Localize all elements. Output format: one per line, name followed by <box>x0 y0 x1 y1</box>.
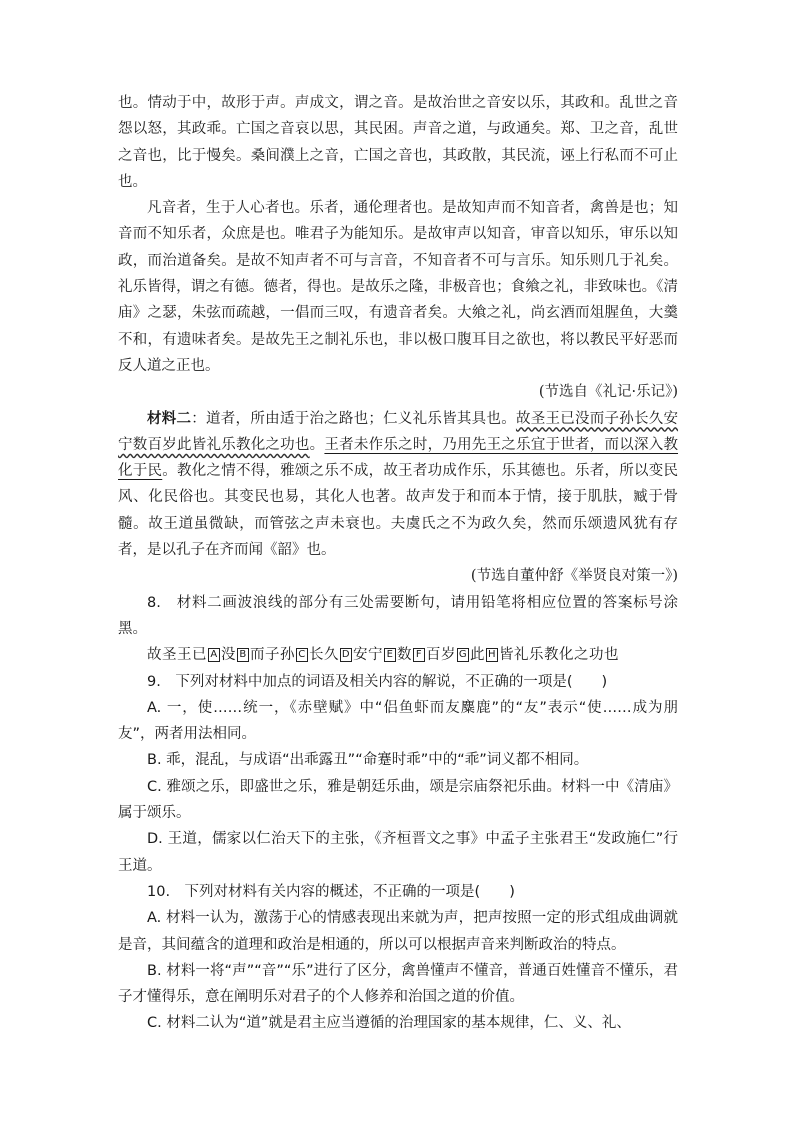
segment: 此 <box>470 647 485 664</box>
question-9-stem: 9. 下列对材料中加点的词语及相关内容的解说，不正确的一项是( ) <box>147 673 608 690</box>
question-10-option-c[interactable]: C. 材料二认为“道”就是君主应当遵循的治理国家的基本规律，仁、义、礼、 <box>147 1015 631 1032</box>
material2-underlined-text: 王者未作乐之时，乃用先王之乐宜于世者，而以深入教化于民 <box>118 436 679 480</box>
page <box>118 90 678 1037</box>
material1-paragraph-2: 凡音者，生于人心者也。乐者，通伦理者也。是故知声而不知音者，禽兽是也；知音而不知乐者，众庶是也。唯君子为能知乐。是故审声以知音，审音以知乐，审乐以知政，而治道备矣。是故不知声者不可与言音，不知音者不可与言乐。知乐则几于礼矣。礼乐皆得，谓之有德。德者，得也。是故乐之隆，非极音也；食飨之礼，非致味也。《清庙》之瑟，朱弦而疏越，一倡而三叹，有遗音者矣。大飨之礼，尚玄酒而俎腥鱼，大羹不和，有遗味者矣。是故先王之制礼乐也，非以极口腹耳目之欲也，将以教民平好恶而反人道之正也。 <box>118 200 678 374</box>
question-9-option-c[interactable]: C. 雅颂之乐，即盛世之乐，雅是朝廷乐曲，颂是宗庙祭祀乐曲。材料一中《清庙》属于颂乐。 <box>118 778 678 822</box>
segment: 故圣王已 <box>147 647 207 664</box>
question-9-option-d[interactable]: D. 王道，儒家以仁治天下的主张，《齐桓晋文之事》中孟子主张君王“发政施仁”行王道。 <box>118 831 678 874</box>
material1-paragraph-1: 也。情动于中，故形于声。声成文，谓之音。是故治世之音安以乐，其政和。乱世之音怨以怒，其政乖。亡国之音哀以思，其民困。声音之道，与政通矣。郑、卫之音，乱世之音也，比于慢矣。桑间濮上之音，亡国之音也，其政散，其民流，诬上行私而不可止也。 <box>118 95 678 190</box>
question-10-stem: 10. 下列对材料有关内容的概述，不正确的一项是( ) <box>147 883 515 900</box>
question-8-answer-row <box>118 642 678 668</box>
answer-box-b[interactable]: B <box>237 648 249 662</box>
question-9-option-a[interactable]: A. 一，使……统一，《赤壁赋》中“侣鱼虾而友麋鹿”的“友”表示“使……成为朋友”，两者用法相同。 <box>118 699 678 743</box>
answer-box-c[interactable]: C <box>296 648 308 662</box>
segment: 皆礼乐教化之功也 <box>499 647 619 664</box>
answer-box-d[interactable]: D <box>341 649 351 661</box>
segment: 没 <box>221 647 236 664</box>
answer-box-g[interactable]: G <box>458 649 468 661</box>
question-10-option-a[interactable]: A. 材料一认为，激荡于心的情感表现出来就为声，把声按照一定的形式组成曲调就是音，其间蕴含的道理和政治是相通的，所以可以根据声音来判断政治的特点。 <box>118 910 678 953</box>
segment: 安宁 <box>353 647 383 664</box>
answer-box-e[interactable]: E <box>384 648 396 662</box>
material2-text-b: 。教化之情不得，雅颂之乐不成，故王者功成作乐，乐其德也。乐者，所以变民风、化民俗也。其变民也易，其化人也著。故声发于和而本于情，接于肌肤，臧于骨髓。故王道虽微缺，而管弦之声未衰也。夫虞氏之不为政久矣，然而乐颂遗风犹有存者，是以孔子在齐而闻《韶》也。 <box>118 463 679 559</box>
material2-text-a: 道者，所由适于治之路也；仁义礼乐皆其具也。 <box>206 410 516 427</box>
segment: 长久 <box>309 647 339 664</box>
material2-paragraph <box>118 406 678 564</box>
segment: 而子孙 <box>250 647 295 664</box>
material2-wavy-text: 故圣王已没而子孙长久安宁数百岁此皆礼乐教化之功也 <box>118 410 679 453</box>
question-10-option-b[interactable]: B. 材料一将“声”“音”“乐”进行了区分，禽兽懂声不懂音，普通百姓懂音不懂乐，君子才懂得乐，意在阐明乐对君子的个人修养和治国之道的价值。 <box>118 962 678 1006</box>
material2-source: (节选自董仲舒《举贤良对策一》) <box>470 568 678 585</box>
material2-label: 材料二 <box>147 409 192 427</box>
material1-source: (节选自《礼记·乐记》) <box>538 384 678 401</box>
segment: 百岁 <box>426 647 456 664</box>
answer-box-a[interactable]: A <box>208 648 220 662</box>
material2-period: 。 <box>309 436 325 453</box>
question-8-stem: 8. 材料二画波浪线的部分有三处需要断句，请用铅笔将相应位置的答案标号涂黑。 <box>118 594 678 637</box>
segment: 数 <box>397 647 412 664</box>
answer-box-h[interactable]: H <box>487 649 497 661</box>
answer-box-f[interactable]: F <box>413 648 425 662</box>
question-9-option-b[interactable]: B. 乖，混乱，与成语“出乖露丑”“命蹇时乖”中的“乖”词义都不相同。 <box>147 752 589 769</box>
material2-colon: ： <box>191 410 207 427</box>
